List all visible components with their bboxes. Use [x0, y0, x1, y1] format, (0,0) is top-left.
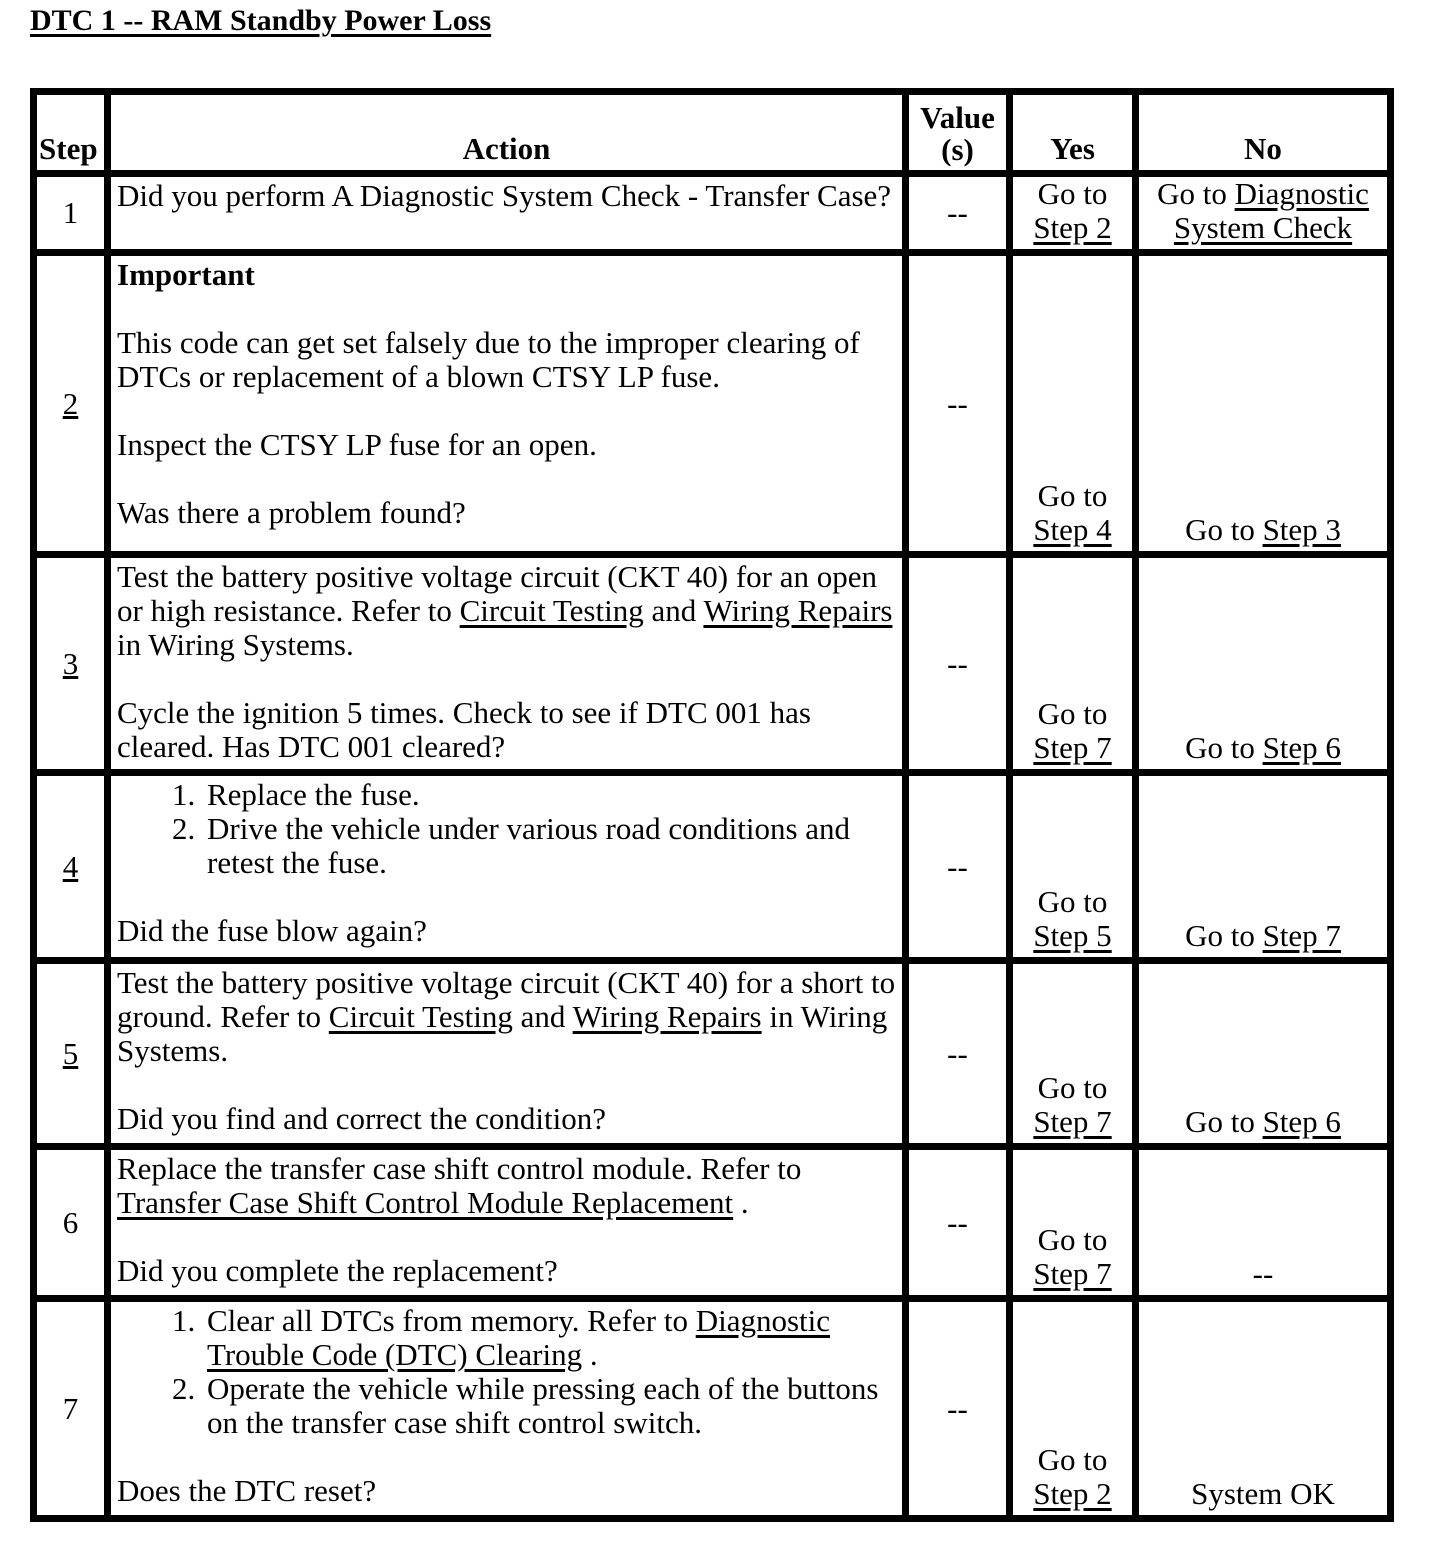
yes-prefix: Go to [1037, 884, 1108, 919]
yes-header: Yes [1010, 92, 1136, 174]
question-text: Was there a problem found? [117, 495, 466, 530]
yes-cell [1010, 1147, 1136, 1299]
value-cell: -- [906, 1147, 1010, 1299]
link-diagnostic-system-check[interactable]: Diagnostic System Check [1173, 176, 1369, 245]
link-step-3[interactable]: Step 3 [1262, 512, 1341, 547]
table-row-step-4 [34, 773, 1391, 961]
step-number-text: 3 [62, 645, 79, 681]
list-item [203, 1304, 896, 1372]
value-cell: -- [906, 555, 1010, 773]
value-cell: -- [906, 253, 1010, 555]
link-step-4[interactable]: Step 4 [1033, 512, 1112, 547]
instruction-part: . [740, 1185, 749, 1220]
link-circuit-testing[interactable]: Circuit Testing [459, 593, 644, 628]
step-number [34, 773, 108, 961]
no-cell [1136, 773, 1391, 961]
no-prefix: Go to [1157, 176, 1227, 211]
table-row-step-6 [34, 1147, 1391, 1299]
question-text: Did you find and correct the condition? [117, 1101, 606, 1136]
link-step-7[interactable]: Step 7 [1033, 730, 1112, 765]
question-text: Did you complete the replacement? [117, 1253, 558, 1288]
question-text: Cycle the ignition 5 times. Check to see if DTC 001 has cleared. Has DTC 001 cleared? [117, 695, 811, 764]
yes-prefix: Go to [1037, 176, 1108, 211]
list-item: 2. Operate the vehicle while pressing each of the buttons on the transfer case shift control switch. [203, 1372, 896, 1440]
action-cell [108, 961, 906, 1147]
no-prefix: Go to [1185, 1104, 1255, 1139]
no-cell [1136, 174, 1391, 253]
step-number-text: 2 [62, 385, 79, 421]
link-circuit-testing[interactable]: Circuit Testing [328, 999, 513, 1034]
procedure-list [117, 1304, 896, 1440]
link-step-6[interactable]: Step 6 [1262, 730, 1341, 765]
page-title: DTC 1 -- RAM Standby Power Loss [30, 4, 492, 37]
value-cell: -- [906, 174, 1010, 253]
value-cell: -- [906, 773, 1010, 961]
link-step-6[interactable]: Step 6 [1262, 1104, 1341, 1139]
procedure-list [117, 778, 896, 880]
instruction-part: and [520, 999, 566, 1034]
yes-prefix: Go to [1037, 478, 1108, 513]
instruction-part: in Wiring Systems. [117, 627, 354, 662]
link-step-2[interactable]: Step 2 [1033, 210, 1112, 245]
action-cell [108, 1299, 906, 1519]
no-prefix: Go to [1185, 730, 1255, 765]
no-prefix: Go to [1185, 918, 1255, 953]
link-step-5[interactable]: Step 5 [1033, 918, 1112, 953]
list-item-text: Clear all DTCs from memory. Refer to [207, 1303, 688, 1338]
link-step-7[interactable]: Step 7 [1033, 1256, 1112, 1291]
step-number: 6 [34, 1147, 108, 1299]
diagnostic-table [30, 88, 1394, 1522]
table-row-step-1 [34, 174, 1391, 253]
value-cell: -- [906, 961, 1010, 1147]
important-note: This code can get set falsely due to the improper clearing of DTCs or replacement of a blown CTSY LP fuse. [117, 325, 860, 394]
list-item-text: . [589, 1337, 598, 1372]
no-cell: -- [1136, 1147, 1391, 1299]
action-cell [108, 773, 906, 961]
yes-cell [1010, 253, 1136, 555]
no-header: No [1136, 92, 1391, 174]
instruction-text [117, 560, 896, 662]
link-transfer-case-module-replacement[interactable]: Transfer Case Shift Control Module Replacement [117, 1185, 734, 1220]
no-prefix: Go to [1185, 512, 1255, 547]
instruction-text: Inspect the CTSY LP fuse for an open. [117, 427, 597, 462]
yes-prefix: Go to [1037, 1070, 1108, 1105]
table-row-step-5 [34, 961, 1391, 1147]
yes-prefix: Go to [1037, 696, 1108, 731]
yes-cell [1010, 961, 1136, 1147]
link-step-2[interactable]: Step 2 [1033, 1476, 1112, 1511]
action-text: Did you perform A Diagnostic System Check - Transfer Case? [117, 178, 892, 213]
value-header: Value (s) [906, 92, 1010, 174]
instruction-text [117, 1152, 896, 1220]
step-number [34, 555, 108, 773]
yes-cell [1010, 174, 1136, 253]
step-number [34, 961, 108, 1147]
table-row-step-2 [34, 253, 1391, 555]
yes-prefix: Go to [1037, 1442, 1108, 1477]
action-cell [108, 174, 906, 253]
link-step-7[interactable]: Step 7 [1262, 918, 1341, 953]
action-cell [108, 253, 906, 555]
value-cell: -- [906, 1299, 1010, 1519]
table-row-step-3 [34, 555, 1391, 773]
list-item: 1. Replace the fuse. [203, 778, 896, 812]
list-item: 2. Drive the vehicle under various road conditions and retest the fuse. [203, 812, 896, 880]
link-dtc-clearing[interactable]: Diagnostic Trouble Code (DTC) Clearing [207, 1303, 831, 1372]
no-cell: System OK [1136, 1299, 1391, 1519]
instruction-part: Test the battery positive voltage circuit (CKT 40) for a short to ground. Refer to [117, 965, 896, 1034]
step-number [34, 253, 108, 555]
step-number-text: 5 [62, 1035, 79, 1071]
link-step-7[interactable]: Step 7 [1033, 1104, 1112, 1139]
yes-cell [1010, 1299, 1136, 1519]
link-wiring-repairs[interactable]: Wiring Repairs [572, 999, 762, 1034]
instruction-part: Test the battery positive voltage circuit (CKT 40) for an open or high resistance. Refer to [117, 559, 877, 628]
action-cell [108, 1147, 906, 1299]
yes-prefix: Go to [1037, 1222, 1108, 1257]
no-cell [1136, 961, 1391, 1147]
header-row [34, 92, 1391, 174]
step-number-text: 4 [62, 848, 79, 884]
instruction-text [117, 966, 896, 1068]
step-number: 7 [34, 1299, 108, 1519]
instruction-part: Replace the transfer case shift control module. Refer to [117, 1151, 802, 1186]
important-label: Important [117, 257, 255, 292]
yes-cell [1010, 555, 1136, 773]
step-header: Step [34, 92, 108, 174]
question-text: Did the fuse blow again? [117, 913, 427, 948]
no-cell [1136, 555, 1391, 773]
instruction-part: in Wiring Systems. [117, 999, 888, 1068]
action-cell [108, 555, 906, 773]
table-row-step-7 [34, 1299, 1391, 1519]
action-header: Action [108, 92, 906, 174]
step-number: 1 [34, 174, 108, 253]
no-cell [1136, 253, 1391, 555]
question-text: Does the DTC reset? [117, 1473, 377, 1508]
link-wiring-repairs[interactable]: Wiring Repairs [703, 593, 893, 628]
instruction-part: and [651, 593, 697, 628]
yes-cell [1010, 773, 1136, 961]
